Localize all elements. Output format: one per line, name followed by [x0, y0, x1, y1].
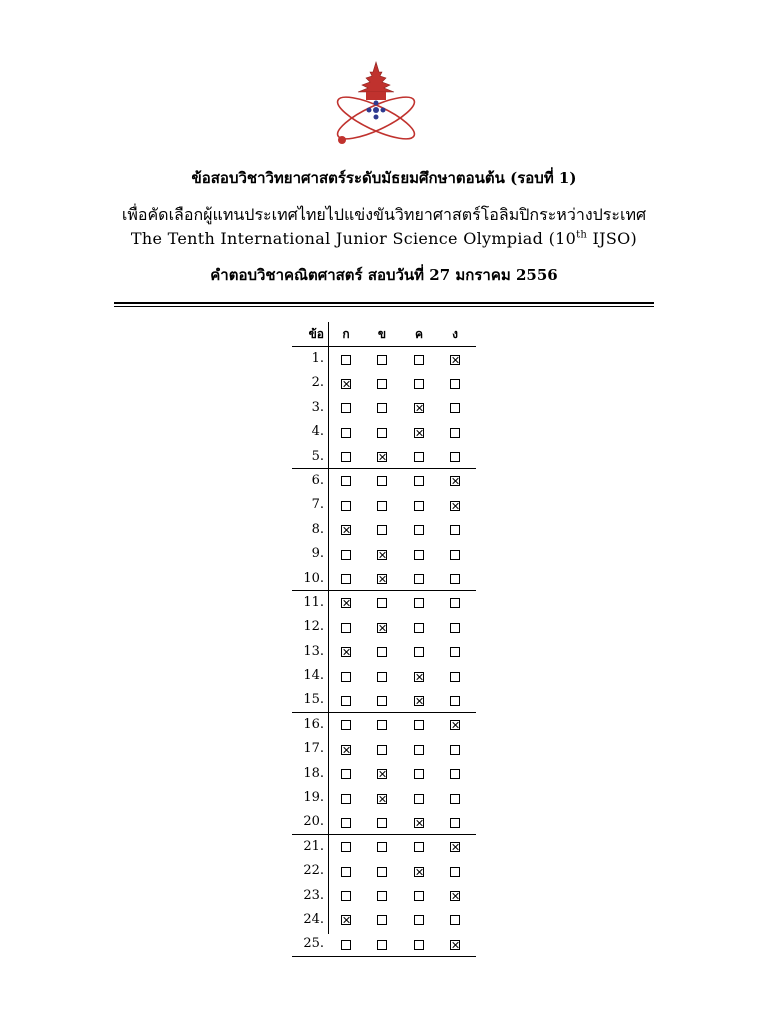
table-row [292, 493, 476, 517]
empty-box-icon [450, 525, 460, 535]
choice-cell [330, 518, 362, 542]
choice-cell [403, 859, 435, 883]
choice-cell [330, 932, 362, 956]
question-number: 10. [303, 570, 324, 586]
choice-cell [439, 908, 471, 932]
choice-cell [366, 762, 398, 786]
question-number: 3. [311, 399, 324, 415]
choice-cell [366, 932, 398, 956]
choice-cell [403, 908, 435, 932]
question-number: 13. [303, 643, 324, 659]
choice-cell [439, 713, 471, 737]
empty-box-icon [414, 647, 424, 657]
empty-box-icon [414, 598, 424, 608]
table-row [292, 786, 476, 810]
table-row [292, 762, 476, 786]
empty-box-icon [341, 550, 351, 560]
empty-box-icon [414, 574, 424, 584]
choice-cell [366, 420, 398, 444]
checked-box-icon [377, 550, 387, 560]
empty-box-icon [341, 818, 351, 828]
choice-cell [403, 786, 435, 810]
empty-box-icon [450, 379, 460, 389]
choice-cell [439, 688, 471, 712]
table-row [292, 835, 476, 859]
checked-box-icon [450, 842, 460, 852]
empty-box-icon [341, 452, 351, 462]
table-row [292, 859, 476, 883]
empty-box-icon [414, 794, 424, 804]
choice-cell [330, 371, 362, 395]
empty-box-icon [450, 574, 460, 584]
empty-box-icon [341, 867, 351, 877]
empty-box-icon [377, 891, 387, 901]
choice-cell [330, 567, 362, 591]
header-choice-b: ข [377, 327, 387, 341]
empty-box-icon [377, 355, 387, 365]
empty-box-icon [414, 720, 424, 730]
empty-box-icon [414, 452, 424, 462]
table-row [292, 713, 476, 737]
choice-cell [366, 493, 398, 517]
empty-box-icon [377, 525, 387, 535]
choice-cell [439, 567, 471, 591]
empty-box-icon [450, 550, 460, 560]
empty-box-icon [341, 623, 351, 633]
checked-box-icon [414, 818, 424, 828]
choice-cell [366, 884, 398, 908]
choice-cell [403, 810, 435, 834]
choice-cell [330, 396, 362, 420]
table-row [292, 445, 476, 469]
choice-cell [330, 591, 362, 615]
choice-cell [403, 567, 435, 591]
choice-cell [439, 347, 471, 371]
empty-box-icon [341, 794, 351, 804]
empty-box-icon [414, 550, 424, 560]
question-number: 17. [303, 741, 324, 757]
table-row [292, 737, 476, 761]
choice-cell [366, 737, 398, 761]
question-number: 23. [303, 887, 324, 903]
table-row [292, 567, 476, 591]
choice-cell [330, 420, 362, 444]
table-row [292, 810, 476, 834]
question-number: 20. [303, 814, 324, 830]
empty-box-icon [341, 574, 351, 584]
empty-box-icon [377, 696, 387, 706]
checked-box-icon [450, 891, 460, 901]
choice-cell [403, 884, 435, 908]
empty-box-icon [414, 379, 424, 389]
empty-box-icon [377, 867, 387, 877]
divider-line [114, 302, 654, 304]
checked-box-icon [414, 867, 424, 877]
empty-box-icon [377, 476, 387, 486]
choice-cell [403, 518, 435, 542]
header-choice-a: ก [342, 327, 350, 341]
choice-cell [366, 835, 398, 859]
choice-cell [439, 786, 471, 810]
choice-cell [366, 347, 398, 371]
empty-box-icon [341, 428, 351, 438]
empty-box-icon [341, 403, 351, 413]
checked-box-icon [341, 915, 351, 925]
empty-box-icon [341, 355, 351, 365]
empty-box-icon [414, 355, 424, 365]
table-row [292, 420, 476, 444]
table-row [292, 469, 476, 493]
choice-cell [439, 884, 471, 908]
checked-box-icon [450, 355, 460, 365]
checked-box-icon [450, 720, 460, 730]
header-choice-d: ง [452, 327, 458, 341]
choice-cell [439, 542, 471, 566]
table-row [292, 591, 476, 615]
empty-box-icon [377, 672, 387, 682]
question-number: 16. [303, 716, 324, 732]
checked-box-icon [341, 525, 351, 535]
checked-box-icon [450, 476, 460, 486]
empty-box-icon [377, 598, 387, 608]
empty-box-icon [450, 428, 460, 438]
exam-subtitle-thai: เพื่อคัดเลือกผู้แทนประเทศไทยไปแข่งขันวิทยาศาสตร์โอลิมปิกระหว่างประเทศ [121, 205, 647, 224]
choice-cell [403, 493, 435, 517]
empty-box-icon [377, 647, 387, 657]
question-number: 2. [311, 375, 324, 391]
choice-cell [366, 518, 398, 542]
choice-cell [330, 688, 362, 712]
choice-cell [330, 713, 362, 737]
checked-box-icon [414, 403, 424, 413]
choice-cell [403, 371, 435, 395]
empty-box-icon [450, 598, 460, 608]
empty-box-icon [341, 501, 351, 511]
table-row [292, 640, 476, 664]
question-number: 21. [303, 838, 324, 854]
empty-box-icon [377, 501, 387, 511]
question-number: 5. [311, 448, 324, 464]
empty-box-icon [414, 525, 424, 535]
question-number: 18. [303, 765, 324, 781]
answer-table [292, 322, 476, 957]
choice-cell [330, 908, 362, 932]
choice-cell [366, 591, 398, 615]
empty-box-icon [377, 745, 387, 755]
choice-cell [366, 445, 398, 469]
empty-box-icon [450, 403, 460, 413]
empty-box-icon [341, 940, 351, 950]
table-header [292, 322, 476, 347]
table-row [292, 542, 476, 566]
checked-box-icon [341, 647, 351, 657]
choice-cell [403, 445, 435, 469]
table-row [292, 371, 476, 395]
choice-cell [439, 493, 471, 517]
checked-box-icon [414, 428, 424, 438]
empty-box-icon [377, 842, 387, 852]
choice-cell [403, 762, 435, 786]
empty-box-icon [341, 891, 351, 901]
empty-box-icon [377, 379, 387, 389]
checked-box-icon [341, 379, 351, 389]
empty-box-icon [377, 428, 387, 438]
table-row [292, 884, 476, 908]
checked-box-icon [450, 501, 460, 511]
question-number: 9. [311, 546, 324, 562]
empty-box-icon [414, 891, 424, 901]
choice-cell [403, 932, 435, 956]
choice-cell [439, 469, 471, 493]
choice-cell [439, 664, 471, 688]
choice-cell [403, 347, 435, 371]
choice-cell [330, 762, 362, 786]
table-row [292, 932, 476, 956]
empty-box-icon [377, 720, 387, 730]
header-question-number: ข้อ [308, 327, 324, 341]
choice-cell [330, 469, 362, 493]
empty-box-icon [341, 672, 351, 682]
table-row [292, 396, 476, 420]
choice-cell [330, 542, 362, 566]
empty-box-icon [341, 842, 351, 852]
question-number: 19. [303, 790, 324, 806]
empty-box-icon [377, 818, 387, 828]
choice-cell [330, 664, 362, 688]
table-row [292, 664, 476, 688]
question-number: 8. [311, 521, 324, 537]
choice-cell [330, 884, 362, 908]
choice-cell [366, 396, 398, 420]
choice-cell [330, 347, 362, 371]
empty-box-icon [450, 696, 460, 706]
choice-cell [439, 615, 471, 639]
empty-box-icon [414, 940, 424, 950]
choice-cell [366, 713, 398, 737]
choice-cell [403, 615, 435, 639]
question-number: 1. [311, 351, 324, 366]
choice-cell [330, 493, 362, 517]
choice-cell [366, 640, 398, 664]
checked-box-icon [341, 598, 351, 608]
choice-cell [439, 371, 471, 395]
question-number: 22. [303, 863, 324, 879]
table-row [292, 908, 476, 932]
empty-box-icon [414, 501, 424, 511]
empty-box-icon [414, 769, 424, 779]
choice-cell [403, 835, 435, 859]
choice-cell [439, 420, 471, 444]
empty-box-icon [414, 745, 424, 755]
choice-cell [439, 737, 471, 761]
choice-cell [403, 469, 435, 493]
empty-box-icon [414, 842, 424, 852]
checked-box-icon [377, 623, 387, 633]
checked-box-icon [450, 940, 460, 950]
empty-box-icon [450, 867, 460, 877]
choice-cell [366, 567, 398, 591]
choice-cell [403, 640, 435, 664]
empty-box-icon [414, 623, 424, 633]
question-number: 6. [311, 472, 324, 488]
choice-cell [366, 908, 398, 932]
table-row [292, 615, 476, 639]
table-row [292, 518, 476, 542]
choice-cell [330, 810, 362, 834]
choice-cell [439, 859, 471, 883]
empty-box-icon [450, 647, 460, 657]
question-number: 15. [303, 692, 324, 708]
choice-cell [366, 542, 398, 566]
choice-cell [403, 420, 435, 444]
choice-cell [366, 664, 398, 688]
choice-cell [366, 371, 398, 395]
checked-box-icon [377, 452, 387, 462]
empty-box-icon [414, 915, 424, 925]
choice-cell [330, 835, 362, 859]
empty-box-icon [341, 720, 351, 730]
empty-box-icon [450, 794, 460, 804]
choice-cell [403, 688, 435, 712]
empty-box-icon [450, 745, 460, 755]
question-number: 11. [303, 594, 324, 610]
choice-cell [366, 688, 398, 712]
answer-key-heading: คำตอบวิชาคณิตศาสตร์ สอบวันที่ 27 มกราคม 2556 [210, 266, 558, 284]
exam-subtitle-english: The Tenth International Junior Science Olympiad (10th IJSO) [130, 229, 638, 248]
question-number: 24. [303, 911, 324, 927]
empty-box-icon [377, 403, 387, 413]
empty-box-icon [377, 915, 387, 925]
choice-cell [366, 786, 398, 810]
checked-box-icon [414, 672, 424, 682]
empty-box-icon [450, 769, 460, 779]
empty-box-icon [450, 672, 460, 682]
choice-cell [439, 810, 471, 834]
choice-cell [330, 859, 362, 883]
table-row [292, 347, 476, 371]
table-row [292, 688, 476, 712]
choice-cell [330, 640, 362, 664]
empty-box-icon [377, 940, 387, 950]
question-number: 14. [303, 668, 324, 684]
choice-cell [403, 737, 435, 761]
choice-cell [330, 737, 362, 761]
checked-box-icon [377, 794, 387, 804]
choice-cell [403, 591, 435, 615]
ipst-logo [330, 60, 422, 150]
empty-box-icon [414, 476, 424, 486]
choice-cell [439, 640, 471, 664]
empty-box-icon [341, 696, 351, 706]
choice-cell [403, 713, 435, 737]
checked-box-icon [414, 696, 424, 706]
question-number: 7. [311, 497, 324, 513]
choice-cell [366, 810, 398, 834]
choice-cell [403, 396, 435, 420]
question-number: 25. [303, 936, 324, 952]
question-number: 4. [311, 424, 324, 440]
checked-box-icon [377, 769, 387, 779]
choice-cell [439, 835, 471, 859]
empty-box-icon [450, 915, 460, 925]
empty-box-icon [450, 452, 460, 462]
question-number: 12. [303, 619, 324, 635]
choice-cell [366, 859, 398, 883]
choice-cell [439, 591, 471, 615]
choice-cell [366, 469, 398, 493]
exam-title: ข้อสอบวิชาวิทยาศาสตร์ระดับมัธยมศึกษาตอนต้น (รอบที่ 1) [191, 169, 577, 187]
empty-box-icon [450, 818, 460, 828]
checked-box-icon [341, 745, 351, 755]
choice-cell [403, 542, 435, 566]
choice-cell [366, 615, 398, 639]
divider-line-thin [114, 306, 654, 307]
choice-cell [439, 518, 471, 542]
choice-cell [439, 396, 471, 420]
choice-cell [330, 786, 362, 810]
choice-cell [439, 932, 471, 956]
empty-box-icon [341, 769, 351, 779]
choice-cell [330, 615, 362, 639]
checked-box-icon [377, 574, 387, 584]
empty-box-icon [450, 623, 460, 633]
choice-cell [439, 762, 471, 786]
choice-cell [403, 664, 435, 688]
choice-cell [439, 445, 471, 469]
choice-cell [330, 445, 362, 469]
empty-box-icon [341, 476, 351, 486]
header-choice-c: ค [414, 327, 424, 341]
